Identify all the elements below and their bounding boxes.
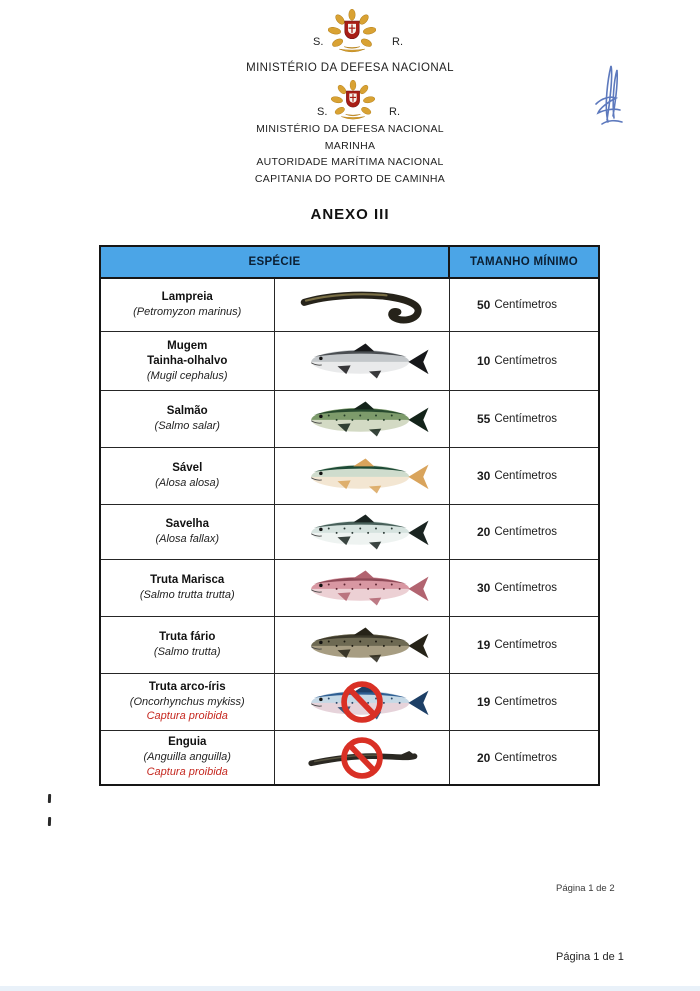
column-header-min-size: TAMANHO MÍNIMO xyxy=(469,256,579,268)
table-row xyxy=(101,617,598,674)
minimum-size-value: 30 xyxy=(477,581,491,595)
species-common-name: Truta fário xyxy=(159,631,216,644)
minimum-size-unit: Centímetros xyxy=(494,751,557,764)
letterhead-line-autoridade: AUTORIDADE MARÍTIMA NACIONAL xyxy=(256,156,444,168)
minimum-size-value: 20 xyxy=(477,750,491,765)
minimum-size-unit: Centímetros xyxy=(494,470,557,482)
species-scientific-name: (Anguilla anguilla) xyxy=(143,751,231,764)
species-common-name: Sável xyxy=(172,462,203,475)
species-common-name: Enguia xyxy=(168,736,207,749)
species-name-cell xyxy=(101,505,275,559)
species-image-cell xyxy=(275,560,451,616)
species-common-name: Lampreia xyxy=(161,291,213,304)
minimum-size-cell xyxy=(450,731,598,784)
species-image-cell xyxy=(275,674,451,730)
minimum-size-unit: Centímetros xyxy=(494,355,557,367)
table-row xyxy=(101,391,598,448)
margin-mark xyxy=(48,794,51,803)
column-header-species: ESPÉCIE xyxy=(101,247,450,277)
table-row xyxy=(101,505,598,560)
species-common-name: Salmão xyxy=(166,405,208,418)
table-body xyxy=(101,279,598,784)
minimum-size-cell xyxy=(450,332,598,390)
species-image-cell xyxy=(275,448,451,504)
species-common-name: Savelha xyxy=(165,518,209,531)
national-coat-of-arms-icon xyxy=(328,9,376,59)
fish-illustration xyxy=(292,338,432,384)
fish-illustration xyxy=(292,396,432,442)
species-scientific-name: (Salmo trutta) xyxy=(153,646,221,659)
margin-mark xyxy=(48,817,51,826)
scan-edge xyxy=(0,986,700,991)
page-title: ANEXO III xyxy=(310,206,390,223)
species-name-cell xyxy=(101,731,275,784)
minimum-size-cell xyxy=(450,560,598,616)
minimum-size-value: 50 xyxy=(477,298,491,312)
letterhead-line-marinha: MARINHA xyxy=(324,140,376,152)
minimum-size-unit: Centímetros xyxy=(494,639,557,651)
minimum-size-cell xyxy=(450,391,598,447)
species-name-cell xyxy=(101,674,275,730)
fish-illustration xyxy=(292,509,432,555)
minimum-size-cell xyxy=(450,279,598,331)
species-scientific-name: (Alosa fallax) xyxy=(155,533,220,546)
table-row xyxy=(101,560,598,617)
species-name-cell xyxy=(101,448,275,504)
minimum-size-cell xyxy=(450,505,598,559)
species-scientific-name: (Oncorhynchus mykiss) xyxy=(129,695,245,708)
fish-illustration xyxy=(292,565,432,611)
letterhead-left-initial: S. xyxy=(317,106,328,118)
species-image-cell xyxy=(275,731,451,784)
minimum-size-unit: Centímetros xyxy=(494,582,557,594)
minimum-size-value: 19 xyxy=(477,695,491,709)
minimum-size-value: 19 xyxy=(477,638,491,652)
species-scientific-name: (Salmo trutta trutta) xyxy=(139,589,235,602)
species-name-cell xyxy=(101,617,275,673)
species-scientific-name: (Alosa alosa) xyxy=(155,477,220,490)
species-scientific-name: (Mugil cephalus) xyxy=(146,369,228,382)
minimum-size-unit: Centímetros xyxy=(494,696,557,708)
fish-illustration xyxy=(292,282,432,328)
species-common-name: Truta Marisca xyxy=(150,574,225,587)
page-number-note-upper: Página 1 de 2 xyxy=(556,883,615,894)
table-header-row xyxy=(101,247,598,279)
species-name-cell xyxy=(101,279,275,331)
table-row xyxy=(101,674,598,731)
table-row xyxy=(101,332,598,391)
letterhead-top-ministry: MINISTÉRIO DA DEFESA NACIONAL xyxy=(246,62,454,74)
minimum-size-cell xyxy=(450,617,598,673)
capture-prohibited-note: Captura proibida xyxy=(146,710,228,723)
species-common-name: Truta arco-íris xyxy=(148,680,226,693)
minimum-size-unit: Centímetros xyxy=(494,413,557,425)
letterhead-line-capitania: CAPITANIA DO PORTO DE CAMINHA xyxy=(254,173,446,185)
species-scientific-name: (Salmo salar) xyxy=(154,420,220,433)
species-name-cell xyxy=(101,560,275,616)
letterhead-line-ministry: MINISTÉRIO DA DEFESA NACIONAL xyxy=(256,123,444,135)
species-name-cell xyxy=(101,332,275,390)
species-name-cell xyxy=(101,391,275,447)
handwritten-signature xyxy=(584,58,636,130)
minimum-size-unit: Centímetros xyxy=(494,299,557,311)
fish-illustration xyxy=(292,679,432,725)
fish-illustration xyxy=(292,453,432,499)
species-common-name: Mugem xyxy=(167,339,208,352)
minimum-size-value: 30 xyxy=(477,469,491,483)
letterhead-top-left-initial: S. xyxy=(313,36,324,48)
minimum-size-cell xyxy=(450,674,598,730)
letterhead-right-initial: R. xyxy=(389,106,400,118)
species-scientific-name: (Petromyzon marinus) xyxy=(133,306,242,319)
table-row xyxy=(101,731,598,784)
species-image-cell xyxy=(275,617,451,673)
table-row xyxy=(101,279,598,332)
species-size-table xyxy=(99,245,600,786)
table-row xyxy=(101,448,598,505)
species-image-cell xyxy=(275,505,451,559)
minimum-size-value: 55 xyxy=(477,412,491,426)
species-image-cell xyxy=(275,332,451,390)
minimum-size-value: 10 xyxy=(477,354,491,368)
minimum-size-cell xyxy=(450,448,598,504)
page-number-note-lower: Página 1 de 1 xyxy=(556,951,624,963)
fish-illustration xyxy=(292,622,432,668)
minimum-size-unit: Centímetros xyxy=(494,526,557,538)
letterhead-top-right-initial: R. xyxy=(392,36,403,48)
minimum-size-value: 20 xyxy=(477,525,491,539)
national-coat-of-arms-icon xyxy=(331,80,375,126)
capture-prohibited-note: Captura proibida xyxy=(146,765,228,778)
species-common-name: Tainha-olhalvo xyxy=(147,354,228,367)
fish-illustration xyxy=(292,735,432,781)
species-image-cell xyxy=(275,391,451,447)
species-image-cell xyxy=(275,279,451,331)
